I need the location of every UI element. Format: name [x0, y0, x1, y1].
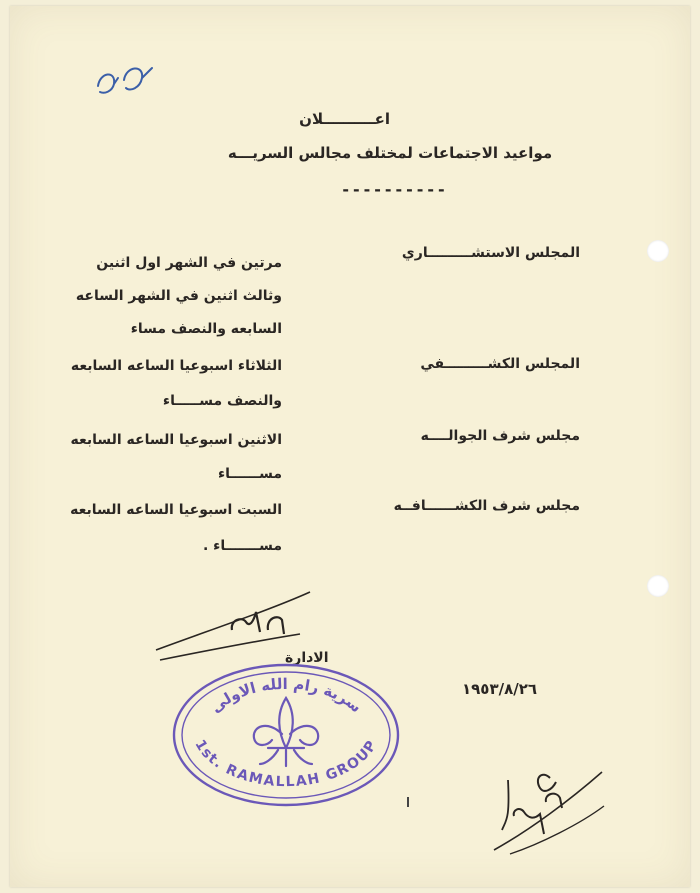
meeting-line: الثلاثاء اسبوعيا الساعه السابعه	[70, 358, 282, 374]
meeting-line: والنصف مســـــاء	[162, 393, 282, 409]
council-label: المجلس الكشـــــــــفي	[420, 356, 580, 372]
meeting-line: السبت اسبوعيا الساعه السابعه	[70, 502, 282, 518]
announcement-title: اعــــــــــلان	[299, 110, 390, 128]
signature	[490, 760, 610, 860]
fleur-de-lis-icon	[254, 698, 318, 766]
meeting-line: الاثنين اسبوعيا الساعه السابعه	[70, 432, 282, 448]
meeting-line: السابعه والنصف مساء	[130, 321, 282, 337]
council-label: المجلس الاستشـــــــــاري	[401, 245, 580, 261]
announcement-subtitle: مواعيد الاجتماعات لمختلف مجالس السريـــه	[227, 144, 553, 162]
title-divider: ----------	[340, 180, 448, 199]
stamp-arabic-text: سرية رام الله الاولى	[206, 674, 366, 717]
ink-mark	[407, 797, 409, 807]
administration-label: الادارة	[285, 650, 329, 666]
council-label: مجلس شرف الجوالــــه	[420, 428, 580, 444]
council-label: مجلس شرف الكشــــــافــه	[393, 498, 580, 514]
document-date: ١٩٥٣/٨/٢٦	[462, 680, 538, 698]
page-number-handwritten	[90, 58, 160, 103]
meeting-line: مســـــــاء .	[202, 538, 282, 554]
scout-group-stamp	[168, 660, 404, 810]
punch-hole	[647, 575, 669, 597]
stamp-english-text: 1st. RAMALLAH GROUP	[191, 737, 381, 791]
meeting-line: وثالث اثنين في الشهر الساعه	[75, 288, 282, 304]
meeting-line: مرتين في الشهر اول اثنين	[96, 255, 282, 271]
meeting-line: مســــــاء	[217, 466, 282, 482]
punch-hole	[647, 240, 669, 262]
